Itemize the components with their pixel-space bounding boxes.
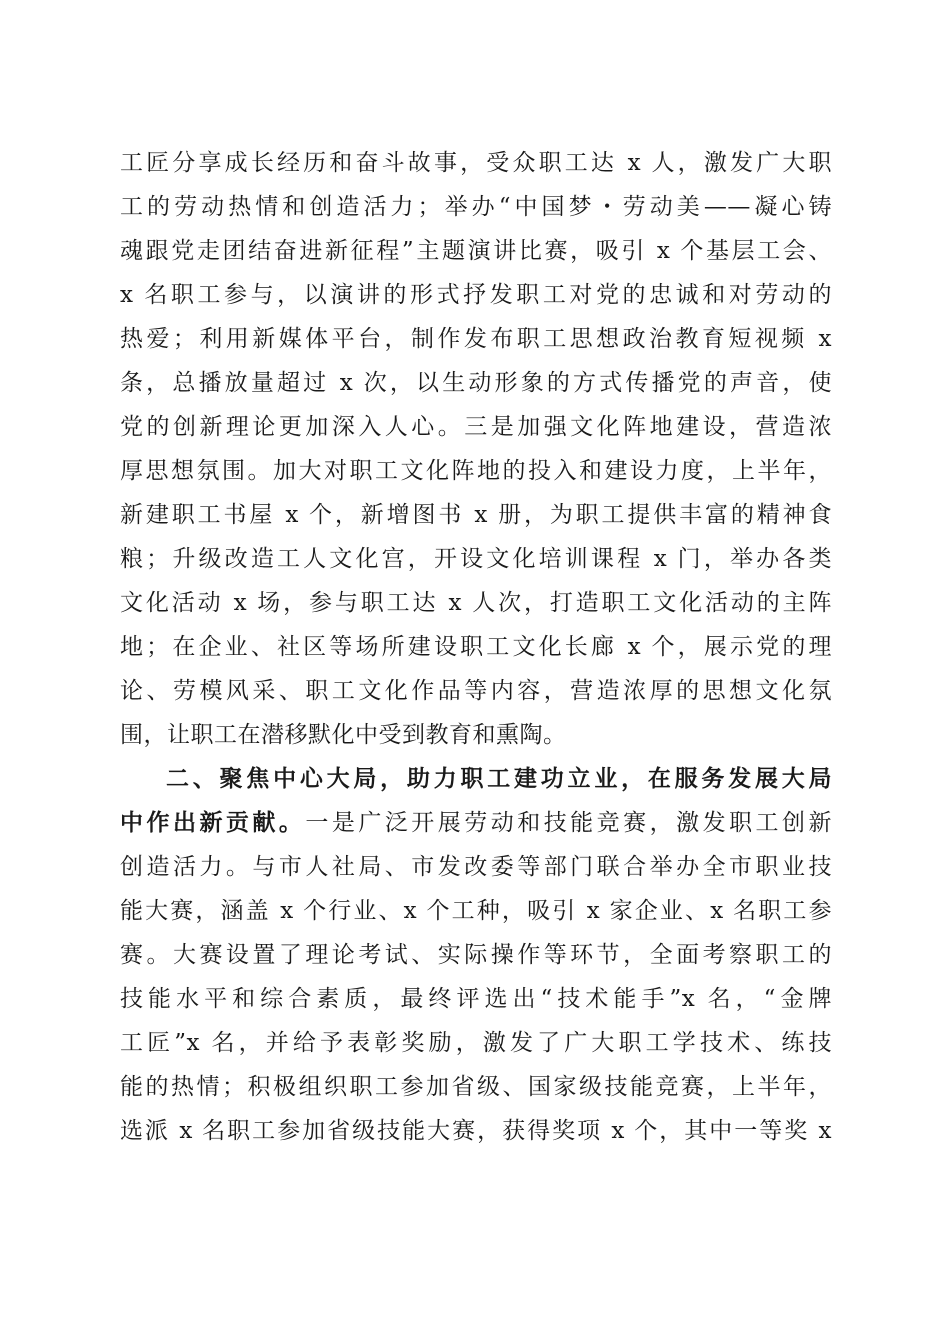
body-text-line: 创造活力。与市人社局、市发改委等部门联合举办全市职业技 bbox=[120, 854, 832, 880]
body-text-line: 热爱；利用新媒体平台，制作发布职工思想政治教育短视频 x bbox=[120, 326, 832, 352]
body-text-line: 工匠”x 名，并给予表彰奖励，激发了广大职工学技术、练技 bbox=[120, 1030, 832, 1056]
body-text-line: 粮；升级改造工人文化宫，开设文化培训课程 x 门，举办各类 bbox=[120, 546, 832, 572]
body-text-fragment: 一是广泛开展劳动和技能竞赛，激发职工创新 bbox=[305, 810, 833, 836]
body-text-line: 技能水平和综合素质，最终评选出“技术能手”x 名，“金牌 bbox=[120, 986, 832, 1012]
body-text-line: 魂跟党走团结奋进新征程”主题演讲比赛，吸引 x 个基层工会、 bbox=[120, 238, 832, 264]
section-heading-end: 中作出新贡献。 bbox=[120, 809, 306, 836]
body-text-line: 围，让职工在潜移默化中受到教育和熏陶。 bbox=[120, 722, 567, 748]
body-text-line: 选派 x 名职工参加省级技能大赛，获得奖项 x 个，其中一等奖 x bbox=[120, 1118, 832, 1144]
body-text-line: 党的创新理论更加深入人心。三是加强文化阵地建设，营造浓 bbox=[120, 414, 832, 440]
body-text-line: 工的劳动热情和创造活力；举办“中国梦・劳动美——凝心铸 bbox=[120, 194, 832, 220]
body-text-line: 赛。大赛设置了理论考试、实际操作等环节，全面考察职工的 bbox=[120, 942, 832, 968]
body-text-line: 条，总播放量超过 x 次，以生动形象的方式传播党的声音，使 bbox=[120, 370, 832, 396]
body-text-line: 工匠分享成长经历和奋斗故事，受众职工达 x 人，激发广大职 bbox=[120, 150, 832, 176]
body-text-line: 论、劳模风采、职工文化作品等内容，营造浓厚的思想文化氛 bbox=[120, 678, 832, 704]
body-text-line: 厚思想氛围。加大对职工文化阵地的投入和建设力度，上半年， bbox=[120, 458, 832, 484]
body-text-line: 地；在企业、社区等场所建设职工文化长廊 x 个，展示党的理 bbox=[120, 634, 832, 660]
section-heading: 二、聚焦中心大局，助力职工建功立业，在服务发展大局 bbox=[166, 765, 832, 792]
body-text-line bbox=[120, 805, 832, 841]
body-text-line: 能的热情；积极组织职工参加省级、国家级技能竞赛，上半年， bbox=[120, 1074, 832, 1100]
body-text-line: 新建职工书屋 x 个，新增图书 x 册，为职工提供丰富的精神食 bbox=[120, 502, 832, 528]
body-text-line: 文化活动 x 场，参与职工达 x 人次，打造职工文化活动的主阵 bbox=[120, 590, 832, 616]
body-text-line: 能大赛，涵盖 x 个行业、x 个工种，吸引 x 家企业、x 名职工参 bbox=[120, 898, 832, 924]
body-text-line: x 名职工参与，以演讲的形式抒发职工对党的忠诚和对劳动的 bbox=[120, 282, 832, 308]
